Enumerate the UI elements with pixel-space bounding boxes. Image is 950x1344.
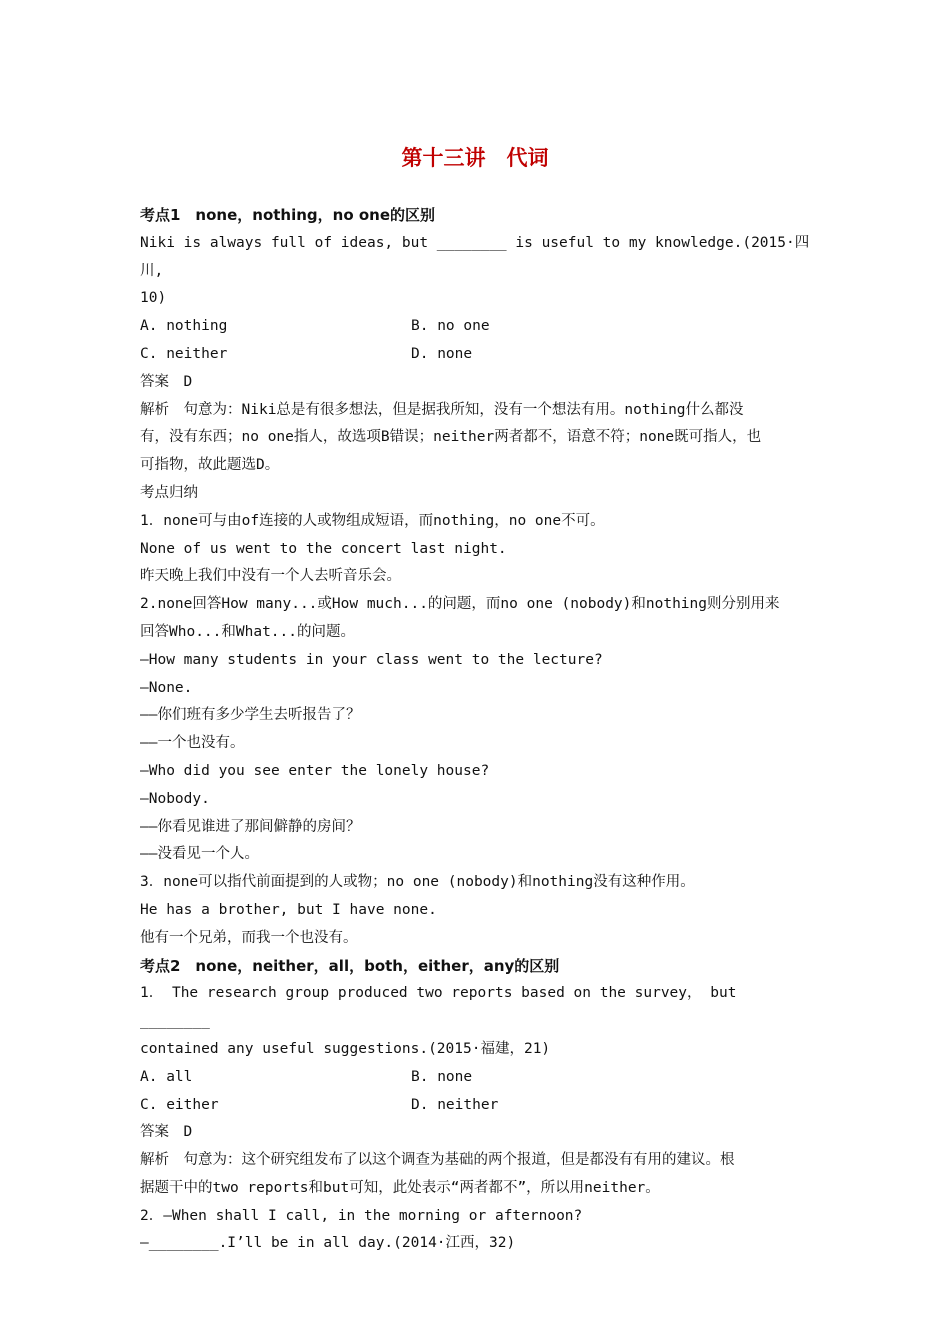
answer: 答案 D [140,1124,193,1141]
answer: 答案 D [140,373,193,390]
question-text: 10) [140,290,167,307]
section-heading-1: 考点1 none，nothing，no one的区别 [140,206,436,224]
dialogue-line: —Nobody. [140,790,210,807]
analysis-text: 据题干中的two reports和but可知，此处表示“两者都不”，所以用neither。 [140,1179,660,1196]
options-row [140,313,812,341]
question-text: contained any useful suggestions.(2015·福建，21) [140,1040,551,1057]
point-text: 3．none可以指代前面提到的人或物；no one (nobody)和nothing没有这种作用。 [140,874,695,891]
option-b: B. no one [411,318,490,335]
point-text: 2.none回答How many...或How much...的问题，而no one (nobody)和nothing则分别用来 [140,596,780,613]
question-text: Niki is always full of ideas, but ________ is useful to my knowledge.(2015·四川, [140,234,810,279]
question-text: 1． The research group produced two reports based on the survey， but ________ [140,985,746,1030]
dialogue-line: —Who did you see enter the lonely house? [140,762,490,779]
example-en: None of us went to the concert last night. [140,540,507,557]
analysis-text: 解析 句意为：这个研究组发布了以这个调查为基础的两个报道，但是都没有有用的建议。根 [140,1152,735,1169]
options-row [140,341,812,369]
question-text: —________.I’ll be in all day.(2014·江西，32) [140,1235,516,1252]
point-text: 回答Who...和What...的问题。 [140,623,355,640]
dialogue-line: ——你看见谁进了那间僻静的房间？ [140,818,361,835]
option-c: C. either [140,1096,219,1113]
option-d: D. none [411,345,473,362]
option-c: C. neither [140,345,228,362]
options-row [140,1092,812,1120]
options-row [140,1064,812,1092]
question-text: 2．—When shall I call, in the morning or afternoon? [140,1207,583,1224]
option-b: B. none [411,1068,473,1085]
page-title: 第十三讲 代词 [401,146,549,170]
analysis-text: 解析 句意为：Niki总是有很多想法，但是据我所知，没有一个想法有用。nothing什么都没 [140,401,744,418]
option-d: D. neither [411,1096,499,1113]
summary-title: 考点归纳 [140,484,198,501]
dialogue-line: ——没看见一个人。 [140,846,259,863]
example-en: He has a brother, but I have none. [140,901,437,918]
section-heading-2: 考点2 none，neither，all，both，either，any的区别 [140,956,560,975]
example-cn: 昨天晚上我们中没有一个人去听音乐会。 [140,568,401,585]
document-body [140,202,812,1258]
analysis-text: 可指物，故此题选D。 [140,457,280,474]
dialogue-line: ——一个也没有。 [140,735,245,752]
dialogue-line: ——你们班有多少学生去听报告了？ [140,707,361,724]
option-a: A. nothing [140,318,228,335]
analysis-text: 有，没有东西；no one指人，故选项B错误；neither两者都不，语意不符；none既可指人，也 [140,429,762,446]
option-a: A. all [140,1068,193,1085]
dialogue-line: —None. [140,679,193,696]
example-cn: 他有一个兄弟，而我一个也没有。 [140,929,358,946]
dialogue-line: —How many students in your class went to the lecture? [140,651,603,668]
point-text: 1．none可与由of连接的人或物组成短语，而nothing，no one不可。 [140,512,605,529]
